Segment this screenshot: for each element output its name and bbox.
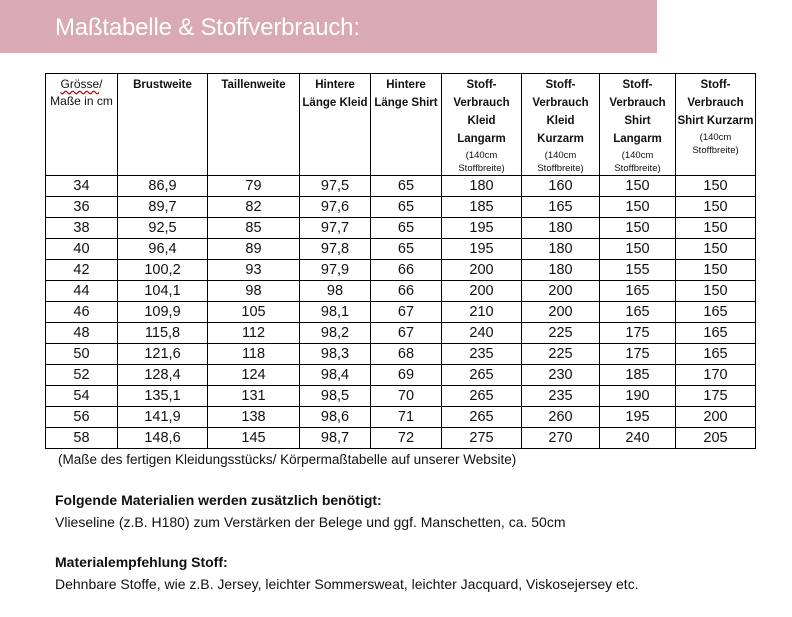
- materials-text: Vlieseline (z.B. H180) zum Verstärken der Belege und ggf. Manschetten, ca. 50cm: [55, 514, 566, 530]
- table-cell: 100,2: [118, 260, 208, 281]
- table-cell: 89: [208, 239, 300, 260]
- table-cell: 165: [522, 197, 600, 218]
- table-cell: 155: [600, 260, 676, 281]
- table-cell: 200: [676, 407, 756, 428]
- table-cell: 170: [676, 365, 756, 386]
- table-cell: 98,2: [300, 323, 371, 344]
- col-header-stoff-kleid-kurzarm: Stoff-Verbrauch Kleid Kurzarm (140cm Stoffbreite): [522, 74, 600, 176]
- table-cell: 275: [442, 428, 522, 449]
- table-cell: 225: [522, 344, 600, 365]
- table-cell: 46: [46, 302, 118, 323]
- table-cell: 150: [676, 197, 756, 218]
- table-cell: 240: [600, 428, 676, 449]
- table-cell: 58: [46, 428, 118, 449]
- table-cell: 98: [208, 281, 300, 302]
- table-cell: 82: [208, 197, 300, 218]
- fabric-width-note: (140cm Stoffbreite): [692, 132, 739, 156]
- table-row: [46, 239, 756, 260]
- table-cell: 42: [46, 260, 118, 281]
- table-cell: 165: [600, 281, 676, 302]
- table-cell: 200: [522, 302, 600, 323]
- table-row: [46, 323, 756, 344]
- table-cell: 40: [46, 239, 118, 260]
- table-cell: 97,6: [300, 197, 371, 218]
- table-cell: 34: [46, 176, 118, 197]
- table-cell: 225: [522, 323, 600, 344]
- table-cell: 97,9: [300, 260, 371, 281]
- col-header-hintere-laenge-kleid: Hintere Länge Kleid: [300, 74, 371, 176]
- table-cell: 85: [208, 218, 300, 239]
- table-cell: 48: [46, 323, 118, 344]
- table-cell: 210: [442, 302, 522, 323]
- fabric-recommendation-text: Dehnbare Stoffe, wie z.B. Jersey, leichter Sommersweat, leichter Jacquard, Viskosejersey etc.: [55, 576, 639, 592]
- fabric-recommendation-heading: Materialempfehlung Stoff:: [55, 554, 228, 570]
- table-cell: 148,6: [118, 428, 208, 449]
- size-chart-table: [45, 73, 756, 449]
- table-cell: 112: [208, 323, 300, 344]
- table-cell: 145: [208, 428, 300, 449]
- table-cell: 150: [676, 281, 756, 302]
- table-cell: 97,7: [300, 218, 371, 239]
- table-row: [46, 344, 756, 365]
- table-cell: 96,4: [118, 239, 208, 260]
- table-cell: 150: [600, 197, 676, 218]
- table-cell: 190: [600, 386, 676, 407]
- table-cell: 200: [442, 260, 522, 281]
- table-cell: 68: [371, 344, 442, 365]
- table-cell: 98,7: [300, 428, 371, 449]
- table-cell: 150: [600, 218, 676, 239]
- table-cell: 98,3: [300, 344, 371, 365]
- table-cell: 230: [522, 365, 600, 386]
- table-cell: 72: [371, 428, 442, 449]
- table-cell: 71: [371, 407, 442, 428]
- table-row: [46, 260, 756, 281]
- table-cell: 240: [442, 323, 522, 344]
- table-cell: 260: [522, 407, 600, 428]
- table-cell: 235: [522, 386, 600, 407]
- table-cell: 70: [371, 386, 442, 407]
- table-cell: 121,6: [118, 344, 208, 365]
- table-cell: 141,9: [118, 407, 208, 428]
- table-cell: 265: [442, 365, 522, 386]
- table-cell: 180: [522, 218, 600, 239]
- table-cell: 69: [371, 365, 442, 386]
- table-row: [46, 386, 756, 407]
- table-cell: 105: [208, 302, 300, 323]
- table-cell: 185: [600, 365, 676, 386]
- table-cell: 93: [208, 260, 300, 281]
- table-cell: 66: [371, 281, 442, 302]
- table-cell: 195: [442, 239, 522, 260]
- table-cell: 150: [676, 218, 756, 239]
- table-cell: 150: [676, 239, 756, 260]
- table-cell: 150: [676, 176, 756, 197]
- table-cell: 36: [46, 197, 118, 218]
- table-cell: 150: [600, 176, 676, 197]
- table-cell: 185: [442, 197, 522, 218]
- col-header-brustweite: Brustweite: [118, 74, 208, 176]
- table-cell: 65: [371, 197, 442, 218]
- table-cell: 67: [371, 302, 442, 323]
- table-cell: 135,1: [118, 386, 208, 407]
- table-cell: 65: [371, 239, 442, 260]
- table-cell: 270: [522, 428, 600, 449]
- table-cell: 265: [442, 386, 522, 407]
- page-title: Maßtabelle & Stoffverbrauch:: [55, 14, 360, 41]
- table-cell: 52: [46, 365, 118, 386]
- table-cell: 56: [46, 407, 118, 428]
- table-body: [46, 176, 756, 449]
- table-cell: 175: [600, 344, 676, 365]
- table-cell: 115,8: [118, 323, 208, 344]
- title-banner: [0, 0, 657, 53]
- table-cell: 180: [522, 260, 600, 281]
- table-cell: 175: [676, 386, 756, 407]
- table-cell: 109,9: [118, 302, 208, 323]
- table-cell: 195: [600, 407, 676, 428]
- table-header-row: [46, 74, 756, 176]
- col-header-groesse: Grösse/ Maße in cm: [46, 74, 118, 176]
- table-cell: 165: [676, 344, 756, 365]
- fabric-width-note: (140cm Stoffbreite): [537, 150, 584, 174]
- table-cell: 92,5: [118, 218, 208, 239]
- table-cell: 200: [442, 281, 522, 302]
- table-cell: 67: [371, 323, 442, 344]
- table-cell: 180: [522, 239, 600, 260]
- table-cell: 97,5: [300, 176, 371, 197]
- table-row: [46, 176, 756, 197]
- table-cell: 195: [442, 218, 522, 239]
- col-header-stoff-shirt-kurzarm: Stoff-Verbrauch Shirt Kurzarm (140cm Stoffbreite): [676, 74, 756, 176]
- table-row: [46, 302, 756, 323]
- table-cell: 66: [371, 260, 442, 281]
- table-row: [46, 281, 756, 302]
- table-cell: 104,1: [118, 281, 208, 302]
- table-cell: 50: [46, 344, 118, 365]
- col-header-stoff-kleid-langarm: Stoff-Verbrauch Kleid Langarm (140cm Stoffbreite): [442, 74, 522, 176]
- table-cell: 54: [46, 386, 118, 407]
- table-cell: 124: [208, 365, 300, 386]
- fabric-width-note: (140cm Stoffbreite): [458, 150, 505, 174]
- table-cell: 200: [522, 281, 600, 302]
- table-cell: 128,4: [118, 365, 208, 386]
- table-cell: 180: [442, 176, 522, 197]
- table-cell: 97,8: [300, 239, 371, 260]
- table-row: [46, 197, 756, 218]
- table-cell: 235: [442, 344, 522, 365]
- table-cell: 150: [676, 260, 756, 281]
- table-row: [46, 428, 756, 449]
- table-cell: 165: [600, 302, 676, 323]
- table-cell: 175: [600, 323, 676, 344]
- table-row: [46, 407, 756, 428]
- table-cell: 165: [676, 302, 756, 323]
- table-cell: 65: [371, 176, 442, 197]
- table-cell: 98,5: [300, 386, 371, 407]
- table-footnote: (Maße des fertigen Kleidungsstücks/ Körpermaßtabelle auf unserer Website): [58, 452, 517, 467]
- materials-heading: Folgende Materialien werden zusätzlich benötigt:: [55, 492, 382, 508]
- table-cell: 265: [442, 407, 522, 428]
- table-cell: 38: [46, 218, 118, 239]
- table-cell: 79: [208, 176, 300, 197]
- table-cell: 160: [522, 176, 600, 197]
- table-cell: 131: [208, 386, 300, 407]
- table-cell: 86,9: [118, 176, 208, 197]
- table-cell: 98,4: [300, 365, 371, 386]
- table-row: [46, 365, 756, 386]
- col-header-stoff-shirt-langarm: Stoff-Verbrauch Shirt Langarm (140cm Stoffbreite): [600, 74, 676, 176]
- table-cell: 89,7: [118, 197, 208, 218]
- table-cell: 98,6: [300, 407, 371, 428]
- col-header-taillenweite: Taillenweite: [208, 74, 300, 176]
- table-cell: 165: [676, 323, 756, 344]
- table-row: [46, 218, 756, 239]
- table-cell: 98,1: [300, 302, 371, 323]
- table-cell: 205: [676, 428, 756, 449]
- spellcheck-word: Grösse: [60, 77, 100, 91]
- table-cell: 150: [600, 239, 676, 260]
- table-cell: 98: [300, 281, 371, 302]
- table-cell: 65: [371, 218, 442, 239]
- table-cell: 44: [46, 281, 118, 302]
- col-header-hintere-laenge-shirt: Hintere Länge Shirt: [371, 74, 442, 176]
- table-cell: 138: [208, 407, 300, 428]
- fabric-width-note: (140cm Stoffbreite): [614, 150, 661, 174]
- table-cell: 118: [208, 344, 300, 365]
